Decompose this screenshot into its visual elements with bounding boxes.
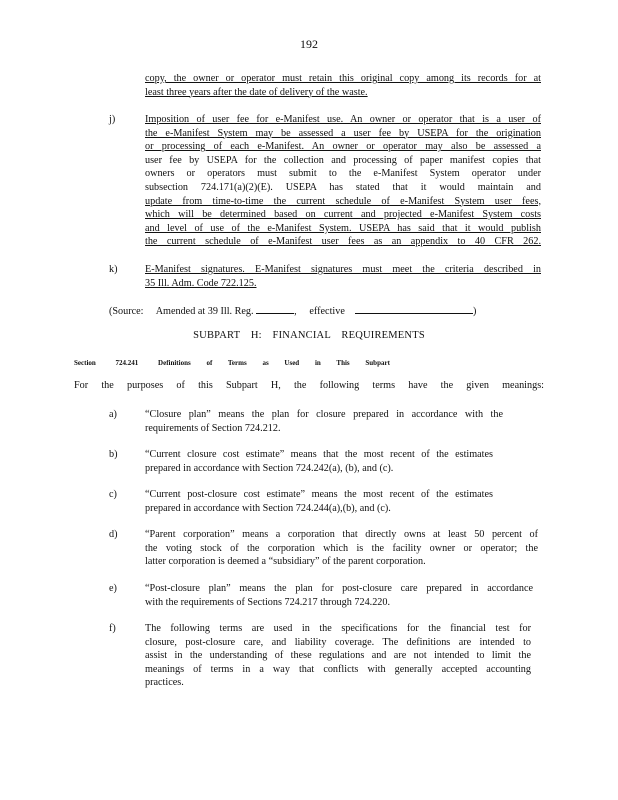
text-line: with the requirements of Sections 724.217 through 724.220. — [145, 596, 391, 608]
intro-paragraph: For the purposes of this Subpart H, the following terms have the given meanings: — [74, 380, 544, 391]
text-line: the current schedule of e-Manifest user fees as an appendix to 40 CFR 262. — [145, 236, 541, 248]
definition-financial-test-terms — [145, 622, 531, 690]
text-line: least three years after the date of delivery of the waste. — [145, 86, 368, 98]
definition-label: c) — [109, 489, 117, 500]
definition-label: e) — [109, 583, 117, 594]
text-line: assist in the understanding of these regulations and are not intended to limit the — [145, 650, 531, 662]
source-suffix: ) — [473, 306, 477, 317]
text-line: “Parent corporation” means a corporation that directly owns at least 50 percent of — [145, 529, 538, 540]
definition-label: d) — [109, 529, 118, 540]
source-prefix: (Source: — [109, 306, 144, 317]
text-line: Imposition of user fee for e-Manifest use. An owner or operator that is a user of — [145, 114, 541, 125]
text-line: or processing of each e-Manifest. An owner or operator may also be assessed a — [145, 141, 541, 153]
item-k-label: k) — [109, 264, 118, 275]
text-line: owners or operators must submit to the e-Manifest System operator under — [145, 168, 541, 180]
source-effective: effective — [309, 306, 345, 317]
effective-date-blank — [355, 303, 473, 314]
text-line: “Current post-closure cost estimate” means the most recent of the estimates — [145, 489, 493, 500]
text-line: meanings of terms in a way that conflicts with generally accepted accounting — [145, 663, 531, 675]
definition-label: b) — [109, 449, 118, 460]
text-line: prepared in accordance with Section 724.244(a),(b), and (c). — [145, 502, 391, 514]
text-line: and level of use of the e-Manifest System. USEPA has said that it would publish — [145, 222, 541, 234]
definition-current-closure-cost — [145, 448, 493, 475]
register-blank — [256, 303, 294, 314]
definition-current-post-closure-cost — [145, 488, 493, 515]
text-line: user fee by USEPA for the collection and processing of paper manifest copies that — [145, 154, 541, 166]
text-line: “Closure plan” means the plan for closure prepared in accordance with the — [145, 409, 503, 420]
section-label: Section — [74, 359, 96, 367]
definition-label: a) — [109, 409, 117, 420]
definition-post-closure-plan — [145, 582, 533, 609]
text-line: prepared in accordance with Section 724.242(a), (b), and (c). — [145, 462, 394, 474]
text-line: closure, post-closure care, and liability coverage. The definitions are intended to — [145, 636, 531, 648]
section-heading — [74, 359, 408, 367]
definition-closure-plan — [145, 408, 503, 435]
text-line: requirements of Section 724.212. — [145, 422, 281, 434]
item-j-paragraph — [145, 113, 541, 249]
continuation-paragraph — [145, 72, 541, 99]
item-j-label: j) — [109, 114, 116, 125]
text-line: subsection 724.171(a)(2)(E). USEPA has stated that it would maintain and — [145, 181, 541, 193]
text-line: which will be determined based on current and projected e-Manifest System costs — [145, 209, 541, 221]
text-line: the e-Manifest System may be assessed a user fee by USEPA for the origination — [145, 127, 541, 139]
text-line: latter corporation is deemed a “subsidiary” of the parent corporation. — [145, 556, 426, 568]
text-line: The following terms are used in the specifications for the financial test for — [145, 623, 531, 634]
text-line: “Current closure cost estimate” means that the most recent of the estimates — [145, 449, 493, 460]
text-line: update from time-to-time the current schedule of e-Manifest System user fees, — [145, 195, 541, 207]
section-title: Definitions of Terms as Used in This Subpart — [158, 359, 390, 367]
item-k-paragraph — [145, 263, 541, 290]
section-number: 724.241 — [115, 359, 139, 367]
text-line: E-Manifest signatures. E-Manifest signatures must meet the criteria described in — [145, 264, 541, 275]
text-line: copy, the owner or operator must retain this original copy among its records for at — [145, 73, 541, 84]
source-amended: Amended at 39 Ill. Reg. — [155, 306, 254, 317]
page-number: 192 — [300, 37, 318, 51]
definition-label: f) — [109, 623, 116, 634]
text-line: the voting stock of the corporation which is the facility owner or operator; the — [145, 542, 538, 554]
text-line: “Post-closure plan” means the plan for post-closure care prepared in accordance — [145, 583, 533, 594]
source-note: (Source: Amended at 39 Ill. Reg. , effective ) — [109, 303, 476, 317]
subpart-heading: SUBPART H: FINANCIAL REQUIREMENTS — [193, 330, 425, 341]
text-line: practices. — [145, 677, 184, 689]
text-line: 35 Ill. Adm. Code 722.125. — [145, 277, 257, 289]
definition-parent-corporation — [145, 528, 538, 569]
